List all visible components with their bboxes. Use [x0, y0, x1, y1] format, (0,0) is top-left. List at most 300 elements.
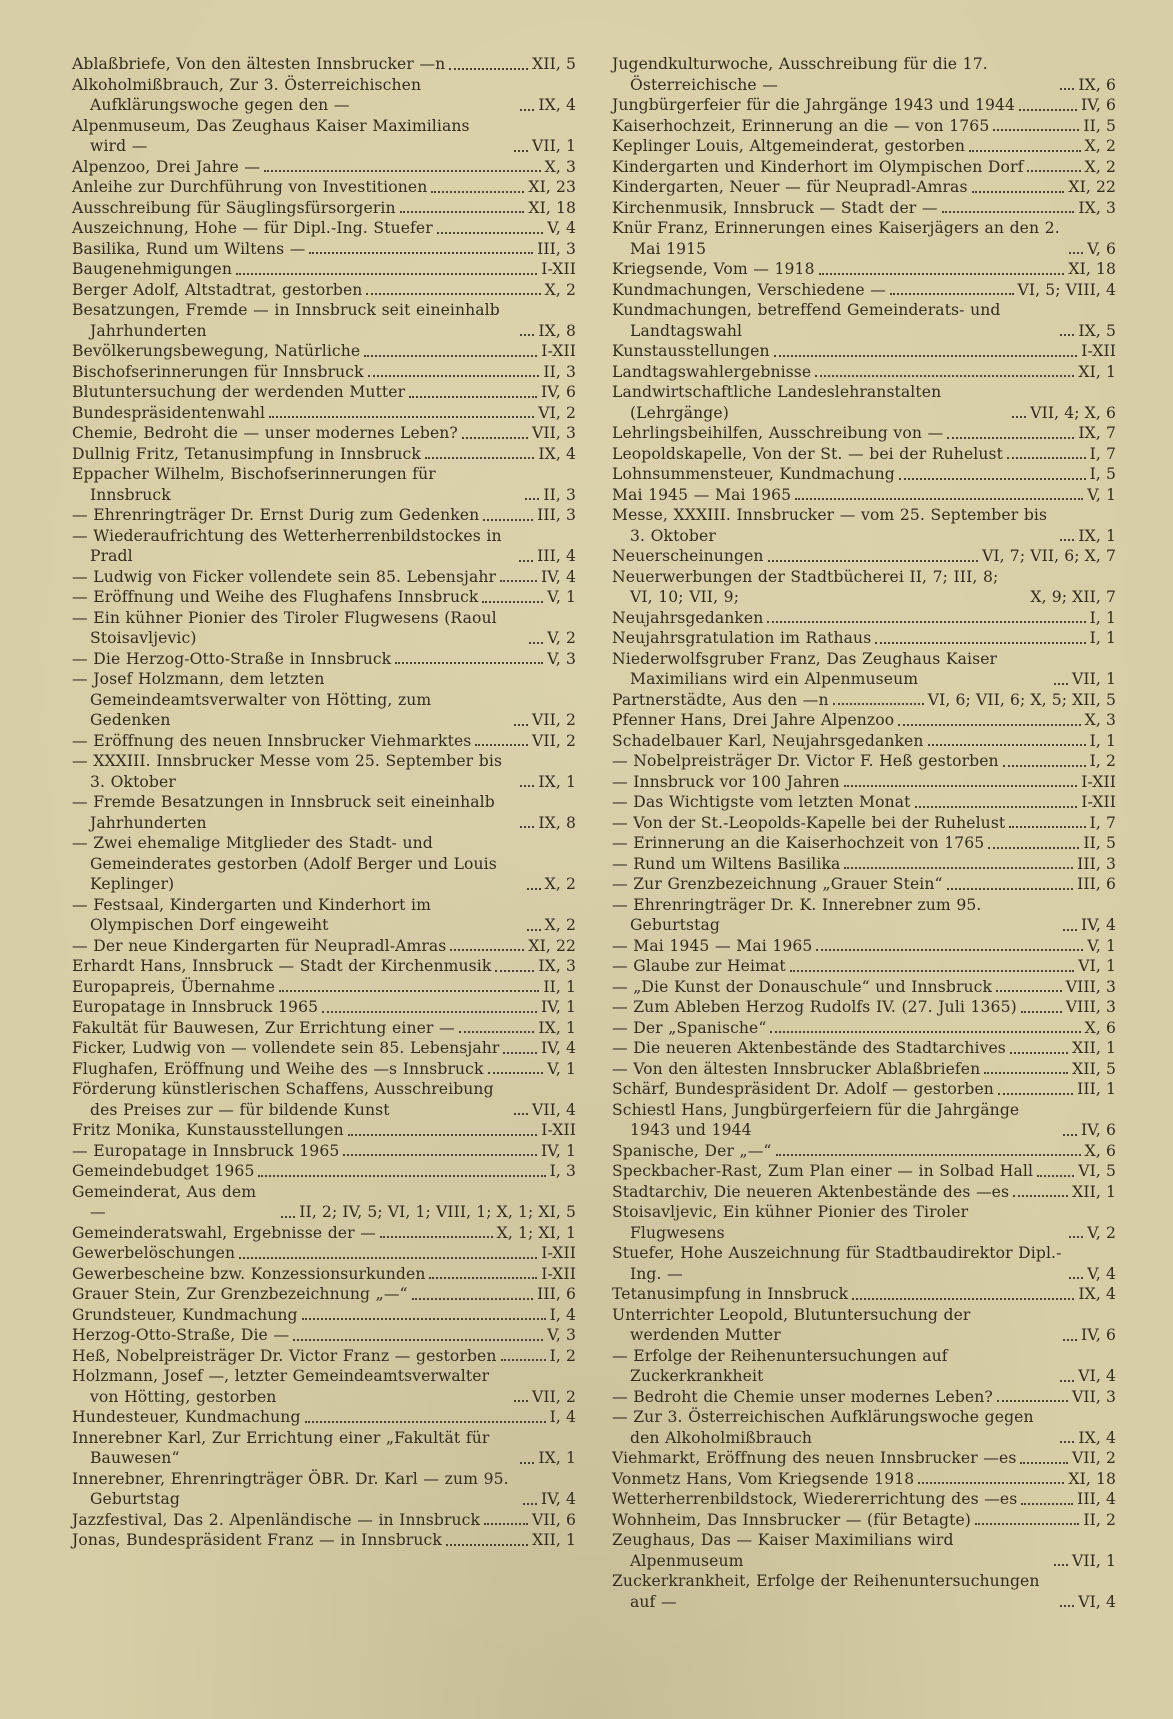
entry-text: Lohnsummensteuer, Kundmachung [612, 465, 895, 483]
entry-text: — Zwei ehemalige Mitglieder des Stadt- und Gemeinderates gestorben (Adolf Berger und Louis Keplinger) [72, 834, 497, 893]
entry-ref: IV, 6 [1080, 96, 1116, 114]
dot-leader [429, 1277, 537, 1279]
entry-ref: I, 1 [1089, 608, 1116, 627]
index-entry [72, 444, 576, 465]
entry-ref: V, 1 [547, 1059, 576, 1078]
entry-ref: IV, 6 [1080, 1326, 1116, 1344]
entry-ref: XI, 18 [1068, 260, 1116, 278]
dot-leader [495, 970, 534, 972]
dot-leader [1054, 683, 1068, 685]
entry-ref: I-XII [541, 342, 576, 360]
index-entry [612, 792, 1116, 813]
index-entry [72, 1428, 576, 1469]
entry-ref: IV, 4 [540, 567, 576, 586]
entry-ref: III, 6 [1077, 875, 1116, 893]
entry-ref: I, 4 [549, 1408, 576, 1426]
dot-leader [1063, 1134, 1077, 1136]
entry-text: Besatzungen, Fremde — in Innsbruck seit eineinhalb Jahrhunderten [72, 301, 500, 340]
index-entry [612, 444, 1116, 465]
index-entry [612, 485, 1116, 506]
entry-ref: V, 3 [547, 649, 576, 668]
entry-ref: X, 2 [1084, 157, 1116, 176]
entry-text: Niederwolfsgruber Franz, Das Zeughaus Kaiser Maximilians wird ein Alpenmuseum [612, 649, 998, 688]
entry-text: — Glaube zur Heimat [612, 957, 786, 975]
dot-leader [1019, 109, 1077, 111]
dot-leader [348, 1134, 537, 1136]
index-entry [612, 649, 1116, 690]
index-entry [612, 505, 1116, 546]
dot-leader [815, 375, 1074, 377]
index-entry [72, 1366, 576, 1407]
entry-text: Fritz Monika, Kunstausstellungen [72, 1121, 344, 1139]
index-entry [612, 1182, 1116, 1203]
entry-ref: X, 6 [1084, 1018, 1116, 1037]
dot-leader [1021, 1011, 1062, 1013]
dot-leader [527, 929, 541, 931]
dot-leader [844, 867, 1073, 869]
dot-leader [258, 1175, 545, 1177]
index-entry [72, 731, 576, 752]
index-entry [72, 587, 576, 608]
dot-leader [767, 621, 1085, 623]
entry-ref: XI, 1 [1078, 362, 1116, 381]
entry-text: Erhardt Hans, Innsbruck — Stadt der Kirchenmusik [72, 957, 492, 975]
index-entry [612, 1530, 1116, 1571]
index-entry [612, 956, 1116, 977]
index-entry [612, 280, 1116, 301]
dot-leader [503, 1052, 537, 1054]
dot-leader [366, 293, 540, 295]
index-entry [72, 649, 576, 670]
entry-text: — Festsaal, Kindergarten und Kinderhort im Olympischen Dorf eingeweiht [72, 895, 432, 934]
dot-leader [790, 970, 1074, 972]
entry-text: Vonmetz Hans, Vom Kriegsende 1918 [612, 1469, 915, 1488]
dot-leader [1060, 334, 1074, 336]
entry-text: Neujahrsgedanken [612, 608, 764, 627]
entry-ref: IX, 3 [1078, 198, 1116, 217]
entry-text: — Die Herzog-Otto-Straße in Innsbruck [72, 649, 392, 668]
index-entry [612, 751, 1116, 772]
index-entry [612, 157, 1116, 178]
index-entry [72, 1182, 576, 1223]
dot-leader [264, 170, 541, 172]
entry-ref: IV, 1 [540, 1141, 576, 1160]
dot-leader [1060, 1441, 1074, 1443]
index-entry [612, 1346, 1116, 1387]
entry-text: — Ludwig von Ficker vollendete sein 85. Lebensjahr [72, 567, 497, 586]
entry-text: — Europatage in Innsbruck 1965 [72, 1141, 340, 1160]
dot-leader [898, 724, 1080, 726]
entry-ref: VII, 1 [1071, 1551, 1116, 1570]
entry-text: Gemeinderatswahl, Ergebnisse der — [72, 1223, 376, 1242]
entry-ref: II, 5 [1083, 834, 1116, 852]
entry-ref: XII, 1 [1072, 1039, 1116, 1057]
index-entry [612, 1510, 1116, 1531]
index-entry [72, 1223, 576, 1244]
dot-leader [475, 744, 528, 746]
dot-leader [969, 150, 1081, 152]
entry-text: Gewerbescheine bzw. Konzessionsurkunden [72, 1264, 426, 1283]
entry-ref: V, 2 [547, 629, 576, 647]
entry-ref: IX, 6 [1078, 75, 1116, 94]
entry-ref: VII, 3 [531, 424, 576, 442]
entry-text: Eppacher Wilhelm, Bischofserinnerungen für Innsbruck [72, 465, 436, 504]
dot-leader [520, 334, 534, 336]
index-entry [72, 280, 576, 301]
entry-text: Gewerbelöschungen [72, 1244, 236, 1262]
entry-text: Auszeichnung, Hohe — für Dipl.-Ing. Stuefer [72, 219, 433, 237]
dot-leader [305, 1421, 546, 1423]
entry-text: Bevölkerungsbewegung, Natürliche [72, 342, 361, 360]
entry-ref: VII, 1 [1071, 670, 1116, 688]
dot-leader [520, 785, 534, 787]
index-entry [72, 464, 576, 505]
index-entry [72, 1079, 576, 1120]
index-entry [612, 300, 1116, 341]
index-entry [612, 198, 1116, 219]
entry-text: — Von der St.-Leopolds-Kapelle bei der Ruhelust [612, 813, 1006, 832]
entry-ref: III, 4 [1077, 1490, 1116, 1508]
dot-leader [984, 1072, 1068, 1074]
index-entry [612, 1079, 1116, 1100]
index-entry [72, 526, 576, 567]
entry-ref: II, 2 [1083, 1510, 1116, 1529]
dot-leader [525, 498, 539, 500]
index-entry [72, 403, 576, 424]
index-entry [72, 423, 576, 444]
dot-leader [776, 1154, 1081, 1156]
entry-text: Neuerwerbungen der Stadtbücherei II, 7; III, 8; VI, 10; VII, 9; [612, 567, 999, 606]
dot-leader [293, 1339, 543, 1341]
dot-leader [1054, 1564, 1068, 1566]
entry-text: Innerebner, Ehrenringträger ÖBR. Dr. Karl — zum 95. Geburtstag [72, 1469, 509, 1508]
index-entry [612, 362, 1116, 383]
entry-ref: IX, 3 [538, 957, 576, 975]
index-entry [612, 895, 1116, 936]
dot-leader [520, 826, 534, 828]
index-entry [72, 608, 576, 649]
dot-leader [852, 1298, 1074, 1300]
entry-ref: V, 4 [547, 219, 576, 237]
dot-leader [833, 703, 924, 705]
entry-text: Förderung künstlerischen Schaffens, Ausschreibung des Preises zur — für bildende Kunst [72, 1080, 494, 1119]
entry-ref: II, 3 [543, 362, 576, 381]
dot-leader [996, 990, 1062, 992]
entry-text: Tetanusimpfung in Innsbruck [612, 1285, 849, 1303]
index-column-right [612, 54, 1116, 1612]
index-entry [72, 157, 576, 178]
entry-text: Landtagswahlergebnisse [612, 362, 812, 381]
entry-ref: VI, 4 [1078, 1367, 1116, 1385]
entry-text: Hundesteuer, Kundmachung [72, 1408, 301, 1426]
dot-leader [431, 191, 524, 193]
index-entry [612, 1243, 1116, 1284]
index-entry [612, 1469, 1116, 1490]
dot-leader [236, 273, 537, 275]
entry-ref: XII, 1 [1072, 1182, 1116, 1201]
entry-ref: IX, 8 [538, 321, 576, 340]
entry-text: Bundespräsidentenwahl [72, 403, 266, 422]
dot-leader [437, 232, 543, 234]
entry-ref: XI, 22 [1068, 178, 1116, 196]
entry-ref: IX, 1 [538, 772, 576, 791]
dot-leader [529, 642, 543, 644]
entry-text: Herzog-Otto-Straße, Die — [72, 1326, 290, 1344]
entry-ref: IX, 7 [1078, 424, 1116, 442]
index-entry [72, 977, 576, 998]
entry-text: — Zur 3. Österreichischen Aufklärungswoche gegen den Alkoholmißbrauch [612, 1408, 1034, 1447]
entry-ref: VI, 1 [1078, 957, 1116, 975]
index-entry [612, 567, 1116, 608]
entry-text: — Ein kühner Pionier des Tiroler Flugwesens (Raoul Stoisavljevic) [72, 608, 497, 647]
entry-ref: II, 5 [1083, 116, 1116, 135]
entry-text: Gemeindebudget 1965 [72, 1162, 255, 1180]
index-entry [72, 1018, 576, 1039]
index-entry [612, 259, 1116, 280]
entry-text: Pfenner Hans, Drei Jahre Alpenzoo [612, 711, 895, 729]
entry-text: — Zur Grenzbezeichnung „Grauer Stein“ [612, 875, 943, 893]
dot-leader [450, 949, 524, 951]
index-entry [612, 1489, 1116, 1510]
index-entry [612, 833, 1116, 854]
index-entry [612, 1202, 1116, 1243]
entry-ref: V, 6 [1087, 239, 1116, 258]
dot-leader [770, 1031, 1080, 1033]
entry-text: Flughafen, Eröffnung und Weihe des —s Innsbruck [72, 1059, 484, 1078]
entry-text: Grundsteuer, Kundmachung [72, 1305, 298, 1324]
entry-text: Alkoholmißbrauch, Zur 3. Österreichischen Aufklärungswoche gegen den — [72, 75, 422, 114]
dot-leader [514, 724, 528, 726]
dot-leader [844, 785, 1078, 787]
entry-text: Bischofserinnerungen für Innsbruck [72, 362, 364, 381]
entry-text: Holzmann, Josef —, letzter Gemeindeamtsverwalter von Hötting, gestorben [72, 1367, 490, 1406]
entry-text: Alpenzoo, Drei Jahre — [72, 157, 261, 176]
entry-text: Jugendkulturwoche, Ausschreibung für die 17. Österreichische — [612, 55, 988, 94]
index-entry [612, 772, 1116, 793]
index-entry [612, 423, 1116, 444]
index-entry [72, 54, 576, 75]
entry-text: Chemie, Bedroht die — unser modernes Leben? [72, 424, 458, 442]
entry-ref: XI, 18 [1068, 1469, 1116, 1488]
entry-ref: I-XII [541, 1264, 576, 1283]
entry-ref: V, 2 [1087, 1223, 1116, 1242]
index-entry [72, 239, 576, 260]
index-entry [612, 1018, 1116, 1039]
dot-leader [520, 109, 534, 111]
dot-leader [1027, 170, 1080, 172]
entry-ref: VII, 4; X, 6 [1030, 403, 1116, 422]
entry-ref: IX, 4 [538, 96, 576, 114]
index-entry [612, 1387, 1116, 1408]
index-entry [72, 895, 576, 936]
entry-ref: I-XII [541, 260, 576, 278]
dot-leader [890, 293, 1014, 295]
index-entry [612, 136, 1116, 157]
entry-text: Leopoldskapelle, Von der St. — bei der Ruhelust [612, 444, 1003, 463]
entry-ref: IX, 1 [1078, 526, 1116, 545]
index-entry [612, 1305, 1116, 1346]
dot-leader [523, 1503, 537, 1505]
index-entry [612, 813, 1116, 834]
index-entry [612, 997, 1116, 1018]
entry-ref: VII, 2 [531, 711, 576, 729]
entry-ref: II, 3 [543, 485, 576, 504]
entry-ref: XI, 23 [528, 178, 576, 196]
dot-leader [819, 273, 1065, 275]
entry-ref: VI, 2 [538, 403, 576, 422]
index-entry [612, 874, 1116, 895]
index-entry [612, 464, 1116, 485]
entry-ref: I-XII [1081, 772, 1116, 791]
entry-ref: I, 2 [549, 1346, 576, 1365]
entry-ref: X, 2 [544, 916, 576, 934]
index-entry [612, 710, 1116, 731]
entry-ref: XI, 18 [528, 198, 576, 217]
entry-text: Mai 1945 — Mai 1965 [612, 485, 792, 504]
dot-leader [400, 211, 525, 213]
entry-ref: VI, 5; VIII, 4 [1017, 280, 1116, 299]
index-entry [72, 1038, 576, 1059]
entry-ref: VII, 1 [531, 137, 576, 155]
entry-text: — Bedroht die Chemie unser modernes Leben? [612, 1387, 993, 1406]
entry-text: Kindergarten und Kinderhort im Olympischen Dorf [612, 157, 1024, 176]
index-entry [612, 218, 1116, 259]
index-entry [72, 792, 576, 833]
dot-leader [482, 601, 543, 603]
entry-text: Schadelbauer Karl, Neujahrsgedanken [612, 731, 924, 750]
dot-leader [1069, 1277, 1083, 1279]
index-entry [612, 546, 1116, 567]
index-entry [612, 977, 1116, 998]
entry-ref: VII, 6 [531, 1510, 576, 1529]
entry-text: Kindergarten, Neuer — für Neupradl-Amras [612, 178, 968, 196]
dot-leader [768, 560, 978, 562]
entry-text: — XXXIII. Innsbrucker Messe vom 25. September bis 3. Oktober [72, 752, 503, 791]
dot-leader [997, 1400, 1068, 1402]
entry-text: — Ehrenringträger Dr. K. Innerebner zum 95. Geburtstag [612, 895, 982, 934]
entry-ref: X, 2 [544, 875, 576, 893]
entry-ref: IX, 8 [538, 813, 576, 832]
entry-text: Heß, Nobelpreisträger Dr. Victor Franz — gestorben [72, 1346, 497, 1365]
dot-leader [1037, 1175, 1074, 1177]
entry-text: Kirchenmusik, Innsbruck — Stadt der — [612, 198, 938, 217]
entry-ref: X, 3 [1084, 711, 1116, 729]
dot-leader [488, 1072, 544, 1074]
dot-leader [380, 1236, 493, 1238]
index-entry [612, 1141, 1116, 1162]
index-entry [612, 854, 1116, 875]
entry-text: Zeughaus, Das — Kaiser Maximilians wird Alpenmuseum [612, 1531, 954, 1570]
dot-leader [875, 642, 1085, 644]
entry-ref: IV, 4 [1080, 916, 1116, 934]
dot-leader [514, 150, 528, 152]
dot-leader [1069, 1236, 1083, 1238]
entry-ref: X, 2 [544, 280, 576, 299]
entry-text: Speckbacher-Rast, Zum Plan einer — in Solbad Hall [612, 1162, 1034, 1180]
dot-leader [409, 396, 537, 398]
dot-leader [501, 1359, 546, 1361]
entry-ref: VIII, 3 [1065, 977, 1116, 996]
entry-ref: X, 2 [1084, 137, 1116, 155]
entry-text: Stadtarchiv, Die neueren Aktenbestände des —es [612, 1182, 1010, 1201]
dot-leader [395, 662, 543, 664]
entry-text: — Der „Spanische“ [612, 1018, 767, 1037]
index-entry [72, 1120, 576, 1141]
entry-ref: VII, 3 [1071, 1387, 1116, 1406]
dot-leader [795, 498, 1083, 500]
dot-leader [279, 990, 539, 992]
entry-ref: V, 3 [547, 1326, 576, 1344]
entry-text: Keplinger Louis, Altgemeinderat, gestorben [612, 137, 965, 155]
dot-leader [1063, 1339, 1077, 1341]
index-entry [72, 833, 576, 895]
index-entry [72, 218, 576, 239]
dot-leader [1007, 457, 1086, 459]
entry-ref: II, 2; IV, 5; VI, 1; VIII, 1; X, 1; XI, 5 [299, 1203, 576, 1221]
index-entry [72, 956, 576, 977]
entry-ref: XI, 22 [528, 936, 576, 955]
entry-text: Schiestl Hans, Jungbürgerfeiern für die Jahrgänge 1943 und 1944 [612, 1100, 1020, 1139]
entry-text: Innerebner Karl, Zur Errichtung einer „Fakultät für Bauwesen“ [72, 1428, 490, 1467]
index-entry [612, 382, 1116, 423]
index-entry [72, 505, 576, 526]
entry-text: — Ehrenringträger Dr. Ernst Durig zum Gedenken [72, 506, 480, 524]
index-entry [72, 1059, 576, 1080]
index-entry [72, 75, 576, 116]
dot-leader [368, 375, 540, 377]
entry-text: Europatage in Innsbruck 1965 [72, 998, 319, 1016]
dot-leader [519, 560, 533, 562]
index-entry [612, 1571, 1116, 1612]
entry-text: Ausschreibung für Säuglingsfürsorgerin [72, 198, 396, 217]
entry-ref: IV, 4 [540, 1039, 576, 1057]
dot-leader [459, 1031, 535, 1033]
entry-text: Kunstausstellungen [612, 342, 770, 360]
entry-text: — Der neue Kindergarten für Neupradl-Amras [72, 936, 447, 955]
entry-text: — Wiederaufrichtung des Wetterherrenbildstockes in Pradl [72, 526, 502, 565]
entry-text: Kriegsende, Vom — 1918 [612, 260, 815, 278]
entry-text: Stuefer, Hohe Auszeichnung für Stadtbaudirektor Dipl.-Ing. — [612, 1244, 1062, 1283]
dot-leader [322, 1011, 537, 1013]
entry-text: Jungbürgerfeier für die Jahrgänge 1943 und 1944 [612, 96, 1016, 114]
entry-ref: VI, 6; VII, 6; X, 5; XII, 5 [927, 690, 1116, 709]
dot-leader [1012, 416, 1026, 418]
entry-text: Wetterherrenbildstock, Wiedererrichtung des —es [612, 1490, 1018, 1508]
entry-ref: X, 1; XI, 1 [496, 1223, 576, 1242]
dot-leader [816, 949, 1083, 951]
dot-leader [364, 355, 537, 357]
dot-leader [462, 437, 528, 439]
index-entry [72, 1284, 576, 1305]
entry-ref: VII, 4 [531, 1100, 576, 1119]
entry-ref: IX, 1 [538, 1449, 576, 1467]
dot-leader [918, 1482, 1064, 1484]
index-entry [72, 341, 576, 362]
entry-ref: VIII, 3 [1065, 998, 1116, 1016]
entry-text: Blutuntersuchung der werdenden Mutter [72, 383, 406, 401]
entry-text: Berger Adolf, Altstadtrat, gestorben [72, 280, 363, 299]
index-entry [72, 382, 576, 403]
index-entry [612, 1038, 1116, 1059]
entry-text: — „Die Kunst der Donauschule“ und Innsbruck [612, 977, 993, 996]
dot-leader [1063, 929, 1077, 931]
index-entry [72, 1141, 576, 1162]
entry-text: Kaiserhochzeit, Erinnerung an die — von 1765 [612, 116, 990, 135]
dot-leader [998, 1093, 1073, 1095]
index-entry [612, 608, 1116, 629]
index-entry [612, 116, 1116, 137]
index-entry [612, 177, 1116, 198]
